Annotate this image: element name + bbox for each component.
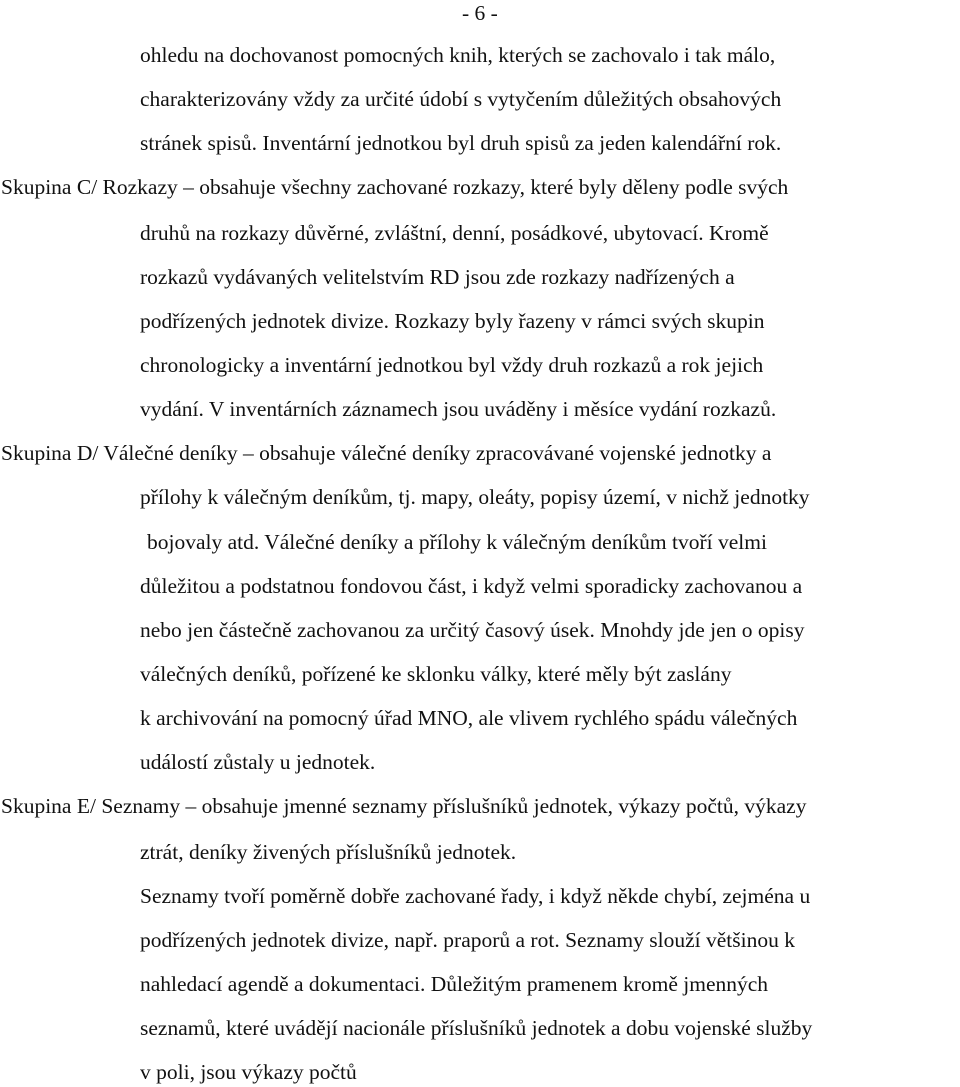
text-line: seznamů, které uvádějí nacionále příslušníků jednotek a dobu vojenské služby (140, 1016, 813, 1040)
section-heading-line: Skupina D/ Válečné deníky – obsahuje válečné deníky zpracovávané vojenské jednotky a (1, 441, 772, 465)
page-number: - 6 - (462, 1, 498, 25)
text-line: chronologicky a inventární jednotkou byl vždy druh rozkazů a rok jejich (140, 353, 764, 377)
text-line: ztrát, deníky živených příslušníků jednotek. (140, 840, 517, 864)
text-line: událostí zůstaly u jednotek. (140, 750, 376, 774)
text-line: k archivování na pomocný úřad MNO, ale vlivem rychlého spádu válečných (140, 706, 798, 730)
text-line: důležitou a podstatnou fondovou část, i když velmi sporadicky zachovanou a (140, 574, 803, 598)
text-line: v poli, jsou výkazy počtů (140, 1060, 357, 1084)
section-heading-line: Skupina E/ Seznamy – obsahuje jmenné seznamy příslušníků jednotek, výkazy počtů, výkazy (1, 794, 807, 818)
text-line: válečných deníků, pořízené ke sklonku války, které měly být zaslány (140, 662, 732, 686)
text-line: podřízených jednotek divize, např. praporů a rot. Seznamy slouží většinou k (140, 928, 795, 952)
text-line: stránek spisů. Inventární jednotkou byl druh spisů za jeden kalendářní rok. (140, 131, 782, 155)
text-line: bojovaly atd. Válečné deníky a přílohy k válečným deníkům tvoří velmi (147, 530, 767, 554)
text-line: druhů na rozkazy důvěrné, zvláštní, denní, posádkové, ubytovací. Kromě (140, 221, 769, 245)
section-heading-line: Skupina C/ Rozkazy – obsahuje všechny zachované rozkazy, které byly děleny podle svých (1, 175, 789, 199)
text-line: ohledu na dochovanost pomocných knih, kterých se zachovalo i tak málo, (140, 43, 776, 67)
text-line: podřízených jednotek divize. Rozkazy byly řazeny v rámci svých skupin (140, 309, 765, 333)
text-line: nahledací agendě a dokumentaci. Důležitým pramenem kromě jmenných (140, 972, 769, 996)
text-line: nebo jen částečně zachovanou za určitý časový úsek. Mnohdy jde jen o opisy (140, 618, 805, 642)
text-line: vydání. V inventárních záznamech jsou uváděny i měsíce vydání rozkazů. (140, 397, 777, 421)
text-line: přílohy k válečným deníkům, tj. mapy, oleáty, popisy území, v nichž jednotky (140, 485, 810, 509)
text-line: charakterizovány vždy za určité údobí s vytyčením důležitých obsahových (140, 87, 782, 111)
text-line: Seznamy tvoří poměrně dobře zachované řady, i když někde chybí, zejména u (140, 884, 811, 908)
text-line: rozkazů vydávaných velitelstvím RD jsou zde rozkazy nadřízených a (140, 265, 735, 289)
